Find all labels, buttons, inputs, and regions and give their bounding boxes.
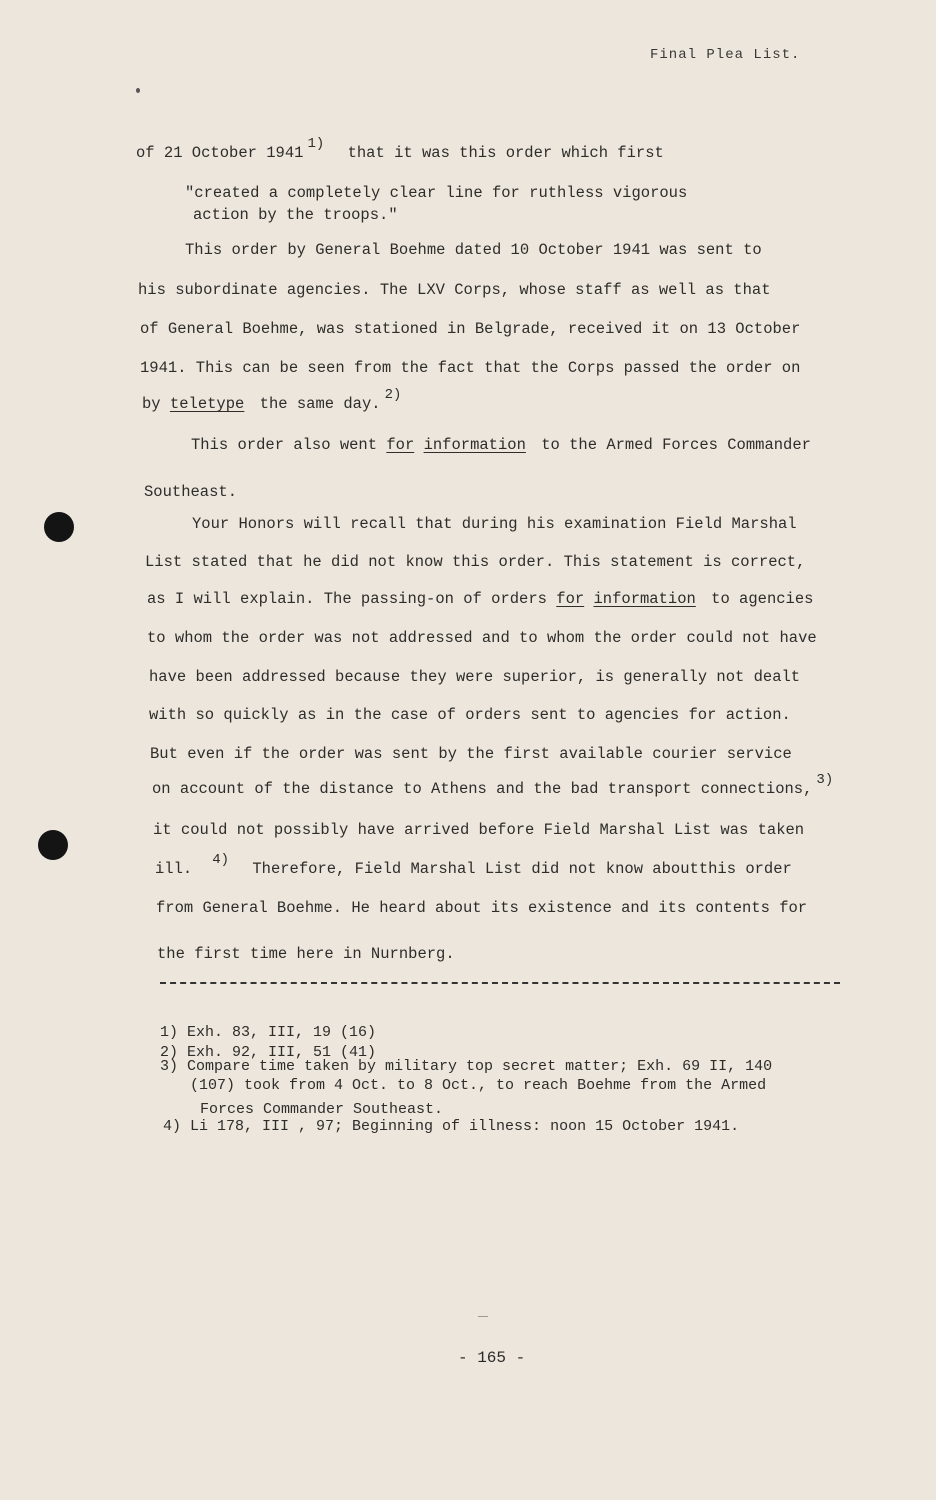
footnote-ref-4: 4) xyxy=(212,852,230,868)
page-number: - 165 - xyxy=(458,1349,526,1367)
footnote-ref-1: 1) xyxy=(307,136,325,152)
footnote-3c: Forces Commander Southeast. xyxy=(200,1101,444,1118)
body-line-p7: Southeast. xyxy=(144,483,238,501)
body-line-p18: from General Boehme. He heard about its existence and its contents for xyxy=(156,899,808,917)
body-line-1: of 21 October 1941 1) that it was this order which first xyxy=(136,136,664,162)
underlined-teletype: teletype xyxy=(169,395,245,413)
body-line-p5: by teletype the same day. 2) xyxy=(142,387,402,413)
body-line-p1: This order by General Boehme dated 10 October 1941 was sent to xyxy=(185,241,762,259)
body-line-p6: This order also went for information to the Armed Forces Commander xyxy=(191,436,811,454)
body-line-p17: ill. 4) Therefore, Field Marshal List did not know aboutthis order xyxy=(155,852,792,878)
footnote-3a: 3) Compare time taken by military top secret matter; Exh. 69 II, 140 xyxy=(160,1058,773,1075)
header-stamp: Final Plea List. xyxy=(650,47,801,63)
footnote-ref-3: 3) xyxy=(816,772,834,788)
body-line-p19: the first time here in Nurnberg. xyxy=(157,945,455,963)
body-line-p15: on account of the distance to Athens and the bad transport connections, 3) xyxy=(152,772,834,798)
quote-line-2: action by the troops." xyxy=(193,206,398,224)
footnote-separator xyxy=(160,982,840,984)
punch-hole-upper xyxy=(44,512,74,542)
page-mark xyxy=(478,1316,488,1317)
footnote-4: 4) Li 178, III , 97; Beginning of illness: noon 15 October 1941. xyxy=(163,1118,740,1135)
body-line-p8: Your Honors will recall that during his examination Field Marshal xyxy=(192,515,797,533)
body-line-p3: of General Boehme, was stationed in Belgrade, received it on 13 October xyxy=(140,320,801,338)
body-line-p13: with so quickly as in the case of orders sent to agencies for action. xyxy=(149,706,791,724)
body-line-p12: have been addressed because they were superior, is generally not dealt xyxy=(149,668,801,686)
body-line-p2: his subordinate agencies. The LXV Corps, whose staff as well as that xyxy=(138,281,771,299)
footnote-ref-2: 2) xyxy=(384,387,402,403)
body-line-p4: 1941. This can be seen from the fact that the Corps passed the order on xyxy=(140,359,801,377)
punch-hole-lower xyxy=(38,830,68,860)
footnote-2: 2) Exh. 92, III, 51 (41) xyxy=(160,1044,377,1061)
body-line-p14: But even if the order was sent by the first available courier service xyxy=(150,745,792,763)
ink-dot xyxy=(136,88,140,93)
body-line-p9: List stated that he did not know this order. This statement is correct, xyxy=(145,553,806,571)
body-line-p16: it could not possibly have arrived before Field Marshal List was taken xyxy=(153,821,805,839)
body-line-p10: as I will explain. The passing-on of orders for information to agencies xyxy=(147,590,814,608)
body-line-p11: to whom the order was not addressed and to whom the order could not have xyxy=(147,629,817,647)
quote-line-1: "created a completely clear line for ruthless vigorous xyxy=(185,184,688,202)
footnote-3b: (107) took from 4 Oct. to 8 Oct., to reach Boehme from the Armed xyxy=(190,1077,767,1094)
footnote-1: 1) Exh. 83, III, 19 (16) xyxy=(160,1024,377,1041)
